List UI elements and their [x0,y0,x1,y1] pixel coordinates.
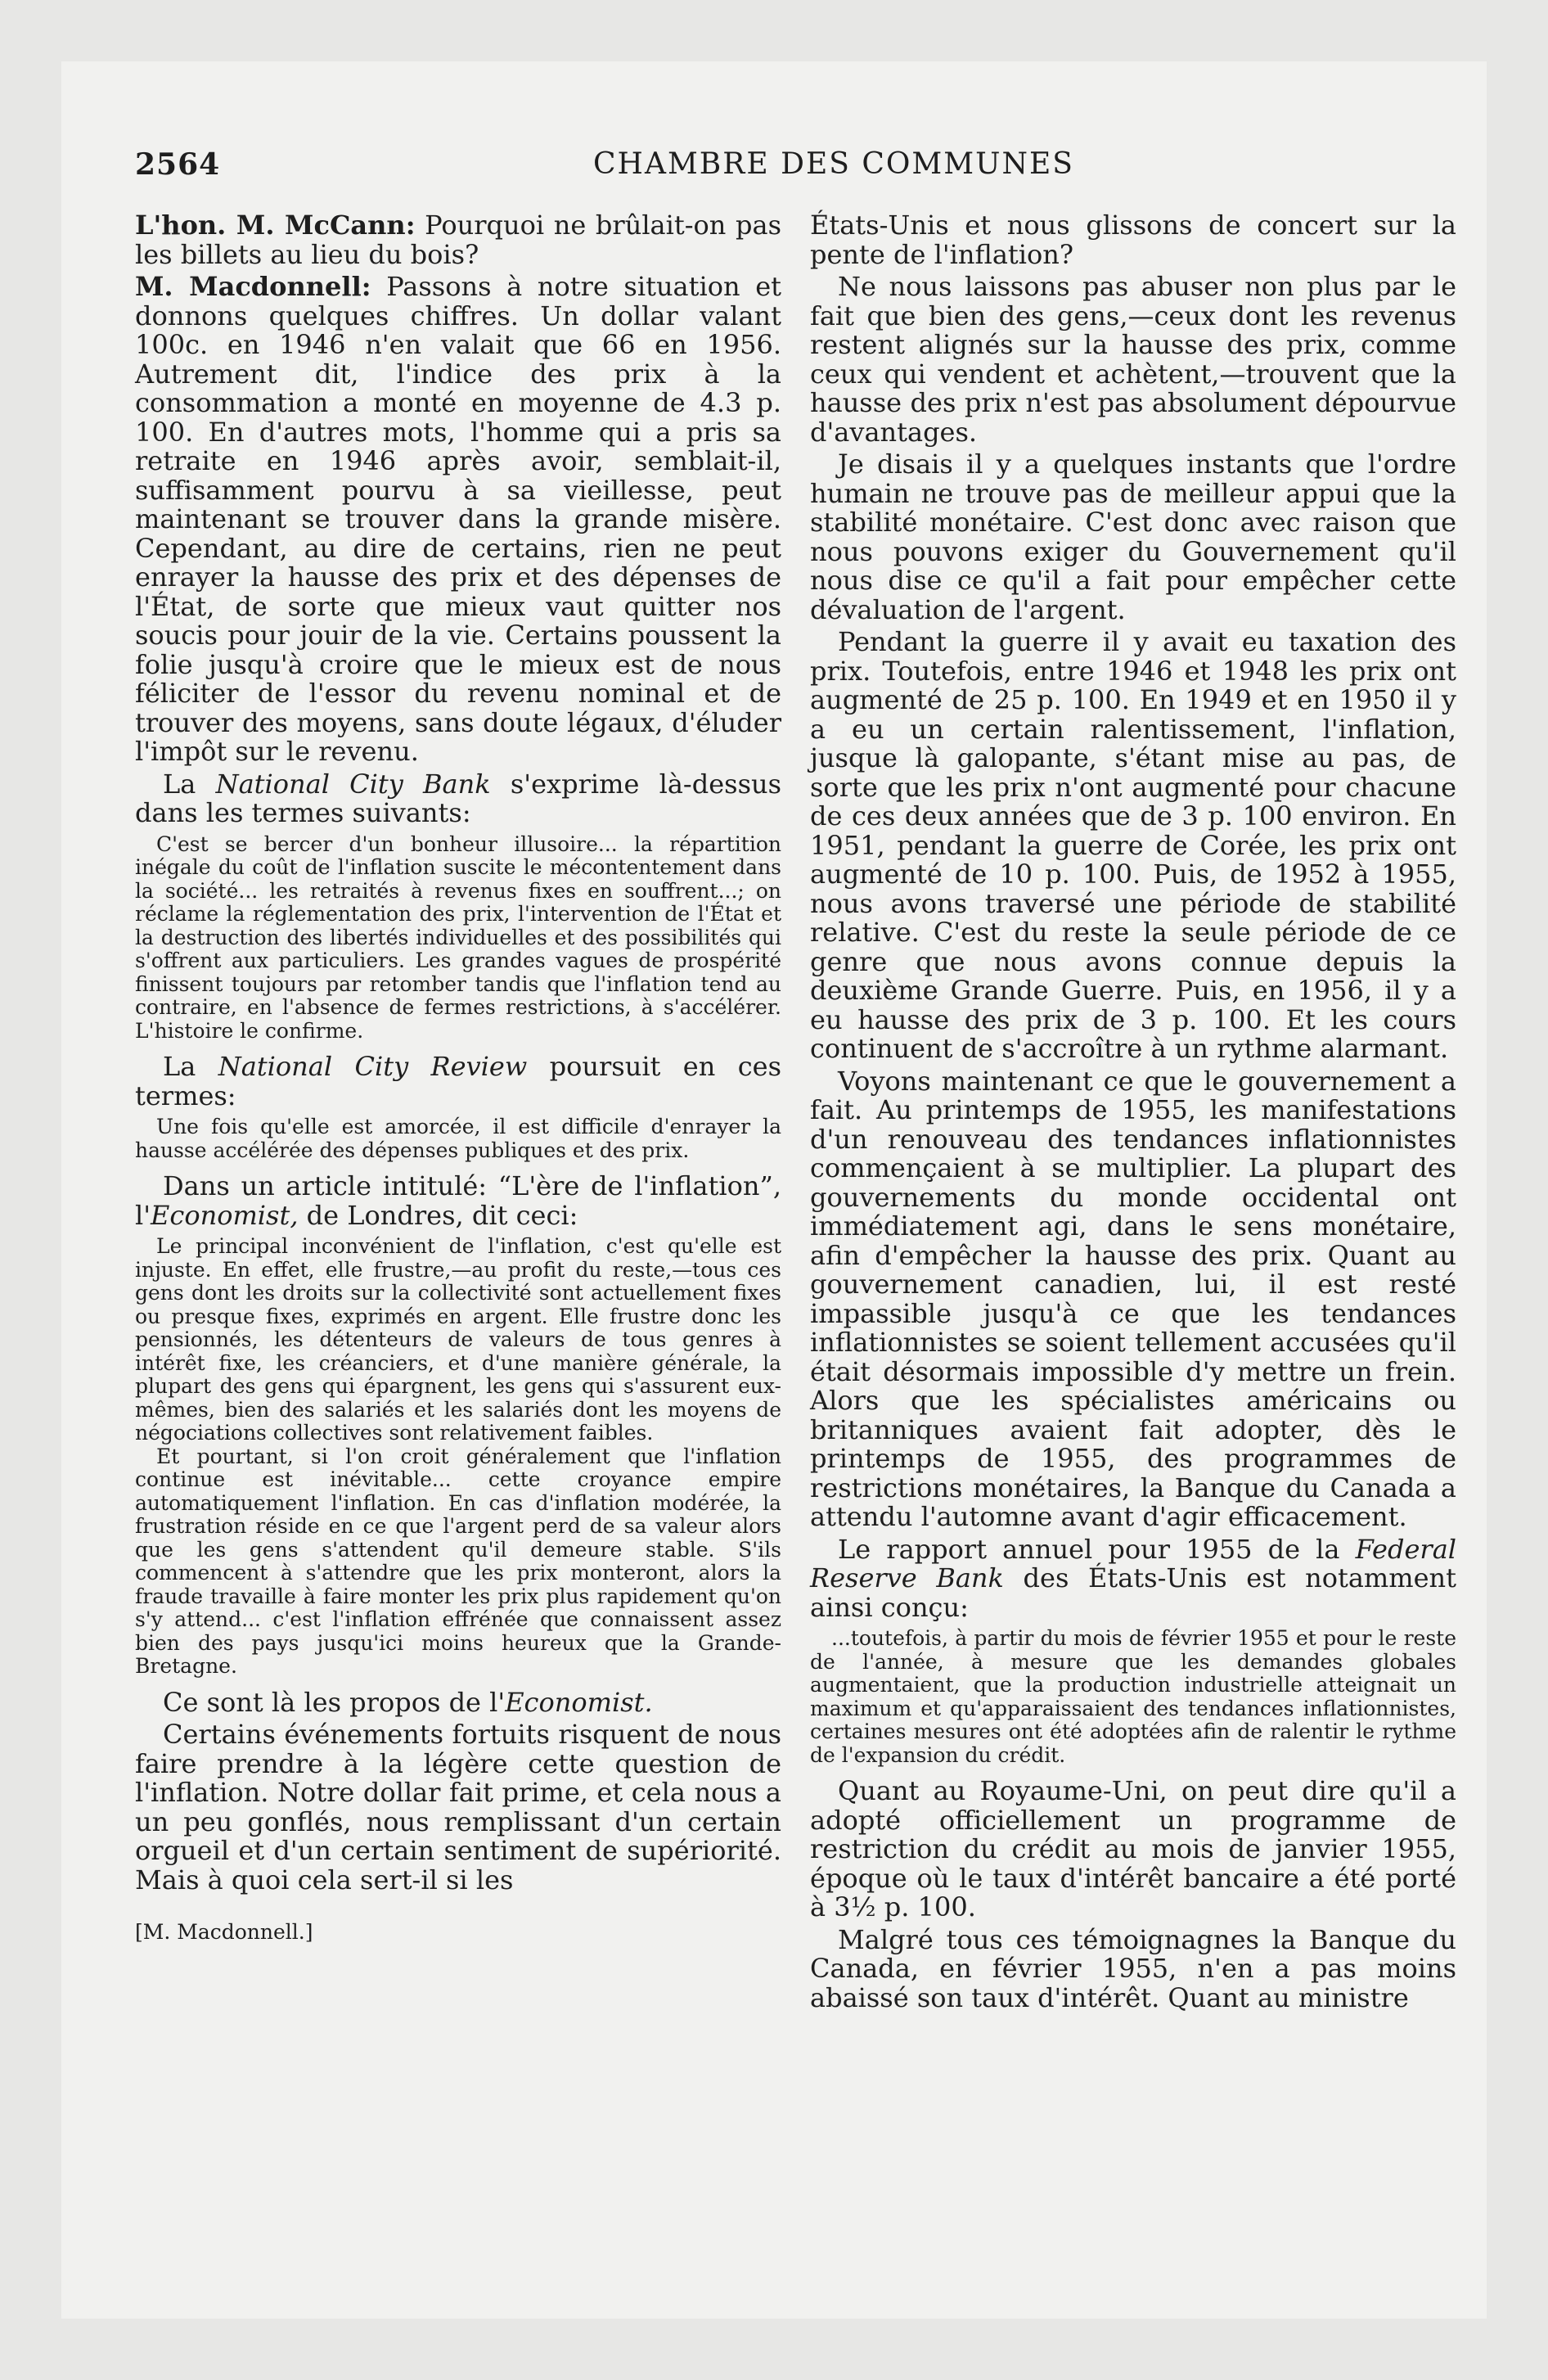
paragraph: La National City Bank s'exprime là-dessus dans les termes suivants: [135,768,782,828]
paragraph: Malgré tous ces témoignagnes la Banque du Canada, en février 1955, n'en a pas moins abaissé son taux d'intérêt. Quant au ministre [810,1923,1456,2013]
page-header [135,147,1460,188]
paragraph: Ce sont là les propos de l'Economist. [163,1686,653,1718]
paragraph: L'hon. M. McCann: Pourquoi ne brûlait-on pas les billets au lieu du bois? [135,210,782,270]
paragraph: M. Macdonnell: Passons à notre situation et donnons quelques chiffres. Un dollar valant 100c. en 1946 n'en valait que 66 en 1956. Autrement dit, l'indice des prix à la consommation a monté en moyenne de 4.3 p. 100. En d'autres mots, l'homme qui a pris sa retraite en 1946 après avoir, semblait-il, suffisamment pourvu à sa vieillesse, peut maintenant se trouver dans la grande misère. Cependant, au dire de certains, rien ne peut enrayer la hausse des prix et des dépenses de l'État, de sorte que mieux vaut quitter nos soucis pour jouir de la vie. Certains poussent la folie jusqu'à croire que le mieux est de nous féliciter de l'essor du revenu nominal et de trouver des moyens, sans doute légaux, d'éluder l'impôt sur le revenu. [135,271,782,767]
paragraph: Pendant la guerre il y avait eu taxation des prix. Toutefois, entre 1946 et 1948 les prix ont augmenté de 25 p. 100. En 1949 et en 1950 il y a eu un certain ralentissement, l'inflation, jusque là galopante, s'étant mise au pas, de sorte que les prix n'ont augmenté pour chacune de ces deux années que de 3 p. 100 environ. En 1951, pendant la guerre de Corée, les prix ont augmenté de 10 p. 100. Puis, de 1952 à 1955, nous avons traversé une période de stabilité relative. C'est du reste la seule période de ce genre que nous avons connue depuis la deuxième Grande Guerre. Puis, en 1956, il y a eu hausse des prix de 3 p. 100. Et les cours continuent de s'accroître à un rythme alarmant. [810,626,1456,1064]
running-title: CHAMBRE DES COMMUNES [593,147,1074,181]
block-quote: Le principal inconvénient de l'inflation, c'est qu'elle est injuste. En effet, elle frustre,—au profit du reste,—tous ces gens dont les droits sur la collectivité sont actuellement fixes ou presque fixes, exprimés en argent. Elle frustre donc les pensionnés, les détenteurs de valeurs de tous genres à intérêt fixe, les créanciers, et d'une manière générale, la plupart des gens qui épargnent, les gens qui s'assurent eux-mêmes, bien des salariés et les salariés dont les moyens de négociations collectives sont relativement faibles. Et pourtant, si l'on croit généralement que l'inflation continue est inévitable... cette croyance empire automatiquement l'inflation. En cas d'inflation modérée, la frustration réside en ce que l'argent perd de sa valeur alors que les gens s'attendent qu'il demeure stable. S'ils commencent à s'attendre que les prix monteront, alors la fraude travaille à faire monter les prix plus rapidement qu'on s'y attend... c'est l'inflation effrénée que connaissent assez bien des pays jusqu'ici moins heureux que la Grande-Bretagne. [135,1234,781,1678]
paragraph: Voyons maintenant ce que le gouvernement a fait. Au printemps de 1955, les manifestations d'un renouveau des tendances inflationnistes commençaient à se multiplier. La plupart des gouvernements du monde occidental ont immédiatement agi, dans le sens monétaire, afin d'empêcher la hausse des prix. Quant au gouvernement canadien, lui, il est resté impassible jusqu'à ce que les tendances inflationnistes se soient tellement accusées qu'il était désormais impossible d'y mettre un frein. Alors que les spécialistes américains ou britanniques avaient fait adopter, dès le printemps de 1955, des programmes de restrictions monétaires, la Banque du Canada a attendu l'automne avant d'agir efficacement. [810,1065,1456,1532]
citation-title: Economist, [151,1199,299,1231]
citation-title: Federal Reserve Bank [810,1533,1457,1593]
page-number: 2564 [135,147,221,182]
speaker-signature: [M. Macdonnell.] [135,1920,313,1944]
citation-title: National City Bank [215,768,491,800]
right-column [810,211,1456,2016]
block-quote: C'est se bercer d'un bonheur illusoire... la répartition inégale du coût de l'inflation suscite le mécontentement dans la société... les retraités à revenus fixes en souffrent...; on réclame la réglementation des prix, l'intervention de l'État et la destruction des libertés individuelles et des possibilités qui s'offrent aux particuliers. Les grandes vagues de prospérité finissent toujours par retomber tandis que l'inflation tend au contraire, en l'absence de fermes restrictions, à s'accélérer. L'histoire le confirme. [135,832,781,1043]
paragraph: Le rapport annuel pour 1955 de la Federal Reserve Bank des États-Unis est notamment ainsi conçu: [810,1533,1457,1623]
speaker-name: L'hon. M. McCann: [135,210,416,241]
block-quote: ...toutefois, à partir du mois de février 1955 et pour le reste de l'année, à mesure que les demandes globales augmentaient, que la production industrielle atteignait un maximum et qu'apparaissaient des tendances inflationnistes, certaines mesures ont été adoptées afin de ralentir le rythme de l'expansion du crédit. [810,1626,1456,1767]
paragraph: La National City Review poursuit en ces termes: [135,1051,782,1111]
paragraph: États-Unis et nous glissons de concert sur la pente de l'inflation? [810,210,1456,270]
paragraph: Certains événements fortuits risquent de nous faire prendre à la légère cette question de l'inflation. Notre dollar fait prime, et cela nous a un peu gonflés, nous remplissant d'un certain orgueil et d'un certain sentiment de supériorité. Mais à quoi cela sert-il si les [135,1719,781,1895]
citation-title: Economist. [505,1686,653,1718]
paragraph: Dans un article intitulé: “L'ère de l'inflation”, l'Economist, de Londres, dit ceci: [135,1170,781,1231]
citation-title: National City Review [218,1051,528,1082]
speaker-name: M. Macdonnell: [135,271,371,302]
block-quote: Une fois qu'elle est amorcée, il est difficile d'enrayer la hausse accélérée des dépenses publiques et des prix. [135,1115,781,1162]
paragraph: Ne nous laissons pas abuser non plus par le fait que bien des gens,—ceux dont les revenus restent alignés sur la hausse des prix, comme ceux qui vendent et achètent,—trouvent que la hausse des prix n'est pas absolument dépourvue d'avantages. [810,271,1456,448]
left-column [135,211,781,1947]
paragraph: Quant au Royaume-Uni, on peut dire qu'il a adopté officiellement un programme de restriction du crédit au mois de janvier 1955, époque où le taux d'intérêt bancaire a été porté à 3½ p. 100. [810,1775,1456,1922]
paragraph: Je disais il y a quelques instants que l'ordre humain ne trouve pas de meilleur appui que la stabilité monétaire. C'est donc avec raison que nous pouvons exiger du Gouvernement qu'il nous dise ce qu'il a fait pour empêcher cette dévaluation de l'argent. [810,449,1456,625]
